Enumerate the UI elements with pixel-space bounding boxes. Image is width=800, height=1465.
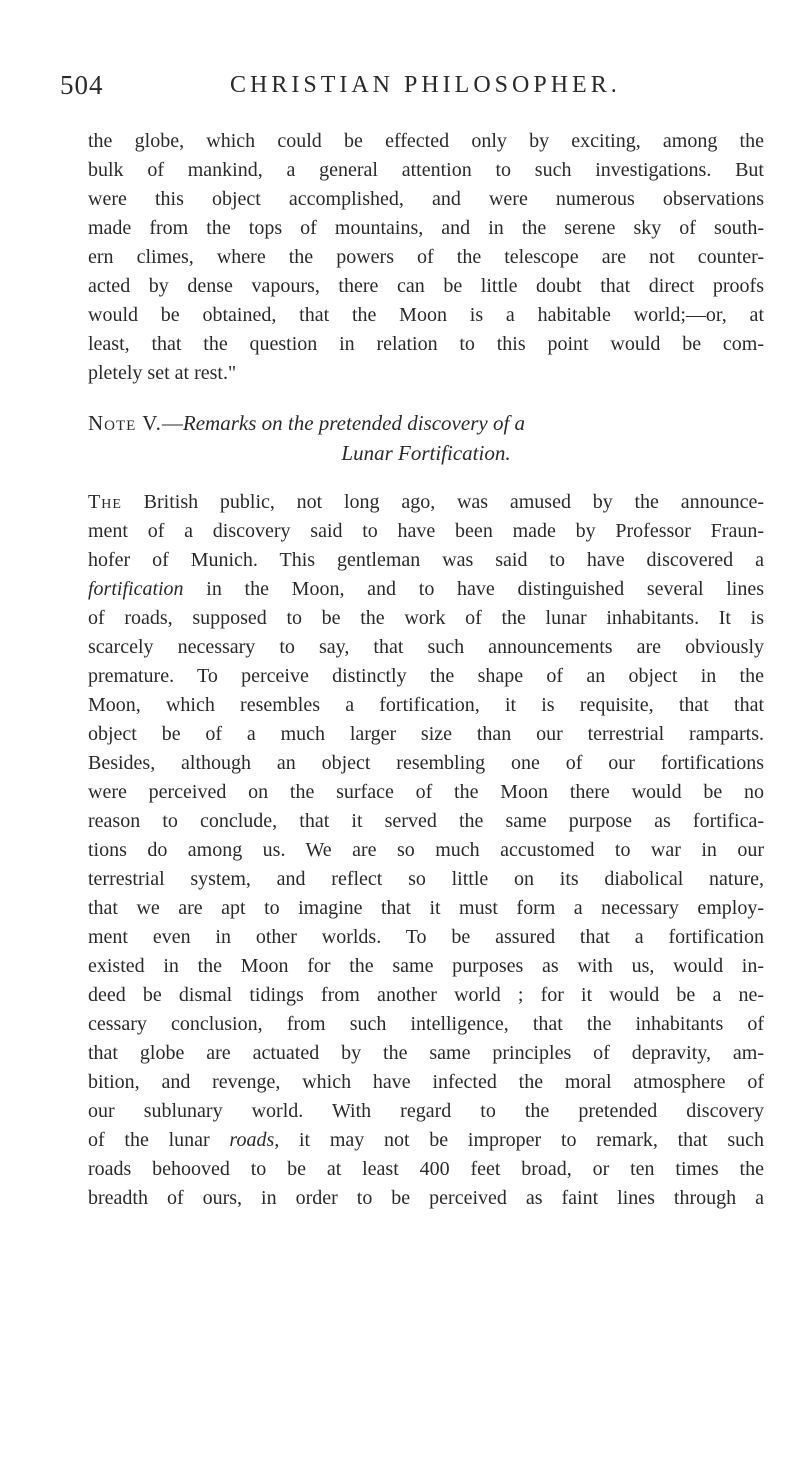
text-line: bulk of mankind, a general attention to such investigations. But <box>88 159 764 181</box>
text-line: would be obtained, that the Moon is a habitable world;—or, at <box>88 304 764 326</box>
running-title: CHRISTIAN PHILOSOPHER. <box>230 72 621 98</box>
italic-word: roads, <box>229 1129 280 1151</box>
paragraph-quote-end <box>88 127 764 388</box>
note-heading-line <box>88 438 764 468</box>
text-line: our sublunary world. With regard to the pretended discovery <box>88 1100 764 1122</box>
text-line: The British public, not long ago, was amused by the announce- <box>88 491 764 513</box>
text-line: least, that the question in relation to this point would be com- <box>88 333 764 355</box>
text-line: ern climes, where the powers of the telescope are not counter- <box>88 246 764 268</box>
text-line: the globe, which could be effected only by exciting, among the <box>88 130 764 152</box>
text-line: fortification in the Moon, and to have distinguished several lines <box>88 578 764 600</box>
text-line: terrestrial system, and reflect so little on its diabolical nature, <box>88 868 764 890</box>
text-line: acted by dense vapours, there can be little doubt that direct proofs <box>88 275 764 297</box>
text-line: Moon, which resembles a fortification, it is requisite, that that <box>88 694 764 716</box>
text-line: made from the tops of mountains, and in the serene sky of south- <box>88 217 764 239</box>
paragraph-note-body <box>88 488 764 1213</box>
text-line: that we are apt to imagine that it must form a necessary employ- <box>88 897 764 919</box>
text-line: were this object accomplished, and were numerous observations <box>88 188 764 210</box>
text-line: object be of a much larger size than our terrestrial ramparts. <box>88 723 764 745</box>
text-line: ment even in other worlds. To be assured that a fortification <box>88 926 764 948</box>
text-line: Besides, although an object resembling one of our fortifications <box>88 752 764 774</box>
page-number: 504 <box>60 70 104 100</box>
text-line: bition, and revenge, which have infected the moral atmosphere of <box>88 1071 764 1093</box>
text-line: that globe are actuated by the same principles of depravity, am- <box>88 1042 764 1064</box>
note-heading-line: Note V.—Remarks on the pretended discovery of a <box>88 411 526 435</box>
text-line: tions do among us. We are so much accustomed to war in our <box>88 839 764 861</box>
note-title-part1: Remarks on the pretended discovery of a <box>182 411 526 435</box>
note-heading <box>88 408 764 468</box>
text-line: roads behooved to be at least 400 feet broad, or ten times the <box>88 1158 764 1180</box>
page-body <box>88 127 764 1213</box>
text-line: were perceived on the surface of the Moon there would be no <box>88 781 764 803</box>
text-line: cessary conclusion, from such intelligence, that the inhabitants of <box>88 1013 764 1035</box>
text-line: reason to conclude, that it served the same purpose as fortifica- <box>88 810 764 832</box>
small-caps-opening: The <box>88 491 122 513</box>
text-line: hofer of Munich. This gentleman was said to have discovered a <box>88 549 764 571</box>
text-line: breadth of ours, in order to be perceived as faint lines through a <box>88 1187 764 1209</box>
text-line: premature. To perceive distinctly the shape of an object in the <box>88 665 764 687</box>
text-line: of roads, supposed to be the work of the lunar inhabitants. It is <box>88 607 764 629</box>
note-label: Note V. <box>88 411 162 435</box>
text-line: deed be dismal tidings from another world ; for it would be a ne- <box>88 984 764 1006</box>
running-head <box>60 70 760 110</box>
text-line: scarcely necessary to say, that such announcements are obviously <box>88 636 764 658</box>
text-line: of the lunar roads, it may not be improper to remark, that such <box>88 1129 764 1151</box>
text-line: pletely set at rest." <box>88 362 237 384</box>
text-line: ment of a discovery said to have been made by Professor Fraun- <box>88 520 764 542</box>
text-line: existed in the Moon for the same purposes as with us, would in- <box>88 955 764 977</box>
note-title-part2: Lunar Fortification. <box>341 441 511 465</box>
italic-word: fortification <box>88 578 184 600</box>
